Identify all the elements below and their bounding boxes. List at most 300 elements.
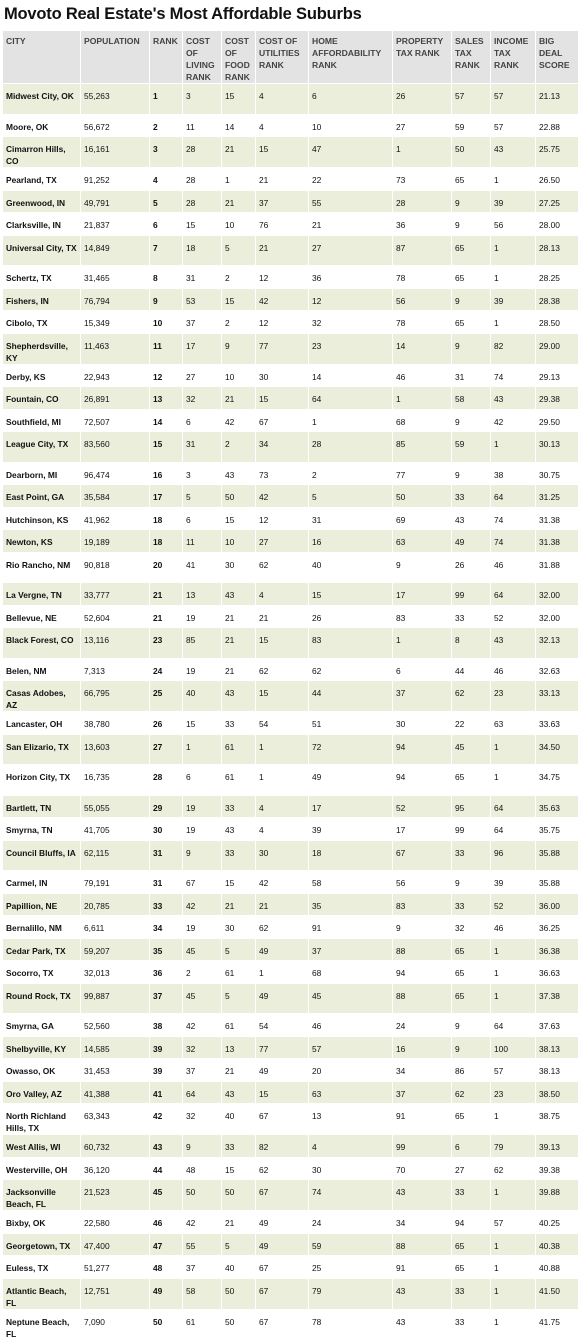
cell-text: 2 <box>153 121 158 132</box>
cell-text: 26 <box>396 91 406 101</box>
cell-text: 43 <box>396 1285 406 1296</box>
table-cell <box>536 605 579 628</box>
city-cell <box>3 658 81 681</box>
cell-text: 68 <box>312 968 322 978</box>
table-cell <box>393 432 452 463</box>
cell-text: 17 <box>312 802 322 813</box>
table-cell <box>81 333 150 364</box>
cell-text: 37 <box>259 197 269 208</box>
cell-text: 38,780 <box>84 719 110 729</box>
table-cell <box>81 137 150 168</box>
cell-text: 48 <box>153 1263 163 1273</box>
cell-text: 3 <box>186 91 191 101</box>
cell-text: 50 <box>225 1285 235 1296</box>
table-cell <box>256 893 309 916</box>
table-cell <box>309 114 393 137</box>
table-cell <box>256 916 309 939</box>
cell-text: 22 <box>312 175 322 185</box>
table-cell <box>536 1309 579 1340</box>
table-row <box>3 462 579 485</box>
table-cell <box>222 552 256 583</box>
cell-text: Derby, KS <box>6 371 46 382</box>
table-cell <box>81 765 150 796</box>
cell-text: Lancaster, OH <box>6 719 63 729</box>
table-cell <box>256 530 309 553</box>
cell-text: 59 <box>455 121 465 132</box>
cell-text: 43 <box>494 635 504 645</box>
table-cell <box>222 1014 256 1037</box>
table-row <box>3 1104 579 1135</box>
cell-text: 37 <box>153 990 163 1001</box>
table-cell <box>150 432 183 463</box>
table-cell <box>309 432 393 463</box>
city-cell <box>3 235 81 266</box>
table-cell <box>309 1157 393 1180</box>
table-cell <box>81 235 150 266</box>
table-cell <box>183 1104 222 1135</box>
table-cell <box>256 765 309 796</box>
table-cell <box>393 84 452 115</box>
cell-text: 66,795 <box>84 688 110 698</box>
table-cell <box>536 137 579 168</box>
cell-text: Fishers, IN <box>6 295 49 306</box>
table-cell <box>222 712 256 735</box>
table-cell <box>183 1211 222 1234</box>
table-cell <box>309 552 393 583</box>
table-cell <box>491 583 536 606</box>
table-cell <box>491 137 536 168</box>
cell-text: 95 <box>455 802 465 813</box>
table-cell <box>491 235 536 266</box>
cell-text: 7,313 <box>84 665 105 676</box>
table-cell <box>256 983 309 1014</box>
table-cell <box>81 1211 150 1234</box>
table-cell <box>393 190 452 213</box>
cell-text: 87 <box>396 242 406 253</box>
table-cell <box>183 235 222 266</box>
cell-text: 30 <box>259 371 269 382</box>
cell-text: 61 <box>186 1316 196 1327</box>
table-cell <box>256 387 309 410</box>
cell-text: 57 <box>312 1043 322 1054</box>
table-cell <box>81 507 150 530</box>
city-cell <box>3 961 81 984</box>
cell-text: 44 <box>312 688 322 698</box>
table-cell <box>183 916 222 939</box>
cell-text: 31 <box>153 878 163 888</box>
table-cell <box>150 266 183 289</box>
cell-text: 67 <box>186 878 196 888</box>
cell-text: 33 <box>153 900 163 911</box>
cell-text: 47,400 <box>84 1240 110 1251</box>
cell-text: 6 <box>396 665 401 676</box>
cell-text: 70 <box>396 1164 406 1175</box>
table-cell <box>256 507 309 530</box>
table-cell <box>222 840 256 871</box>
table-cell <box>256 1278 309 1309</box>
cell-text: 56 <box>494 220 504 230</box>
table-cell <box>393 333 452 364</box>
table-cell <box>309 1256 393 1279</box>
cell-text: 42 <box>225 416 235 427</box>
cell-text: 26.50 <box>539 175 560 185</box>
table-cell <box>491 1157 536 1180</box>
table-row <box>3 983 579 1014</box>
table-row <box>3 168 579 191</box>
table-cell <box>452 387 491 410</box>
cell-text: San Elizario, TX <box>6 741 69 752</box>
table-cell <box>309 311 393 334</box>
cell-text: 79 <box>312 1285 322 1296</box>
table-cell <box>491 530 536 553</box>
cell-text: 31 <box>312 514 322 525</box>
table-cell <box>150 1036 183 1059</box>
cell-text: 31 <box>186 439 196 449</box>
table-cell <box>222 681 256 712</box>
cell-text: 9 <box>396 923 401 933</box>
cell-text: 41.50 <box>539 1285 560 1296</box>
cell-text: 43 <box>455 514 465 525</box>
table-cell <box>150 137 183 168</box>
cell-text: East Point, GA <box>6 492 65 502</box>
table-cell <box>222 333 256 364</box>
cell-text: 7,090 <box>84 1316 105 1327</box>
cell-text: 21,523 <box>84 1187 110 1197</box>
cell-text: 9 <box>153 295 158 306</box>
table-row <box>3 333 579 364</box>
table-cell <box>452 1081 491 1104</box>
cell-text: 33 <box>455 1285 465 1296</box>
table-cell <box>222 266 256 289</box>
cell-text: 2 <box>225 273 230 283</box>
cell-text: 35.88 <box>539 847 560 858</box>
cell-text: 32.00 <box>539 590 560 600</box>
table-cell <box>81 530 150 553</box>
table-cell <box>150 409 183 432</box>
cell-text: 91 <box>396 1263 406 1273</box>
table-cell <box>309 818 393 841</box>
cell-text: 22.88 <box>539 121 560 132</box>
cell-text: Westerville, OH <box>6 1164 68 1175</box>
table-cell <box>183 552 222 583</box>
table-cell <box>81 1135 150 1158</box>
cell-text: 40.38 <box>539 1240 560 1251</box>
table-cell <box>222 387 256 410</box>
cell-text: 65 <box>455 273 465 283</box>
cell-text: 37 <box>312 945 322 956</box>
table-cell <box>150 1059 183 1082</box>
cell-text: 43 <box>225 688 235 698</box>
table-cell <box>222 658 256 681</box>
table-cell <box>183 1014 222 1037</box>
table-cell <box>393 628 452 659</box>
table-cell <box>183 765 222 796</box>
cell-text: 55 <box>186 1240 196 1251</box>
cell-text: 42 <box>186 900 196 911</box>
cell-text: 21 <box>225 1066 235 1076</box>
cell-text: 28 <box>396 197 406 208</box>
table-cell <box>150 658 183 681</box>
cell-text: 1 <box>312 416 317 427</box>
table-cell <box>81 462 150 485</box>
cell-text: 4 <box>259 590 264 600</box>
cell-text: 43 <box>494 394 504 404</box>
table-cell <box>81 840 150 871</box>
table-cell <box>536 658 579 681</box>
cell-text: 33 <box>225 719 235 729</box>
table-cell <box>183 605 222 628</box>
cell-text: 32.13 <box>539 635 560 645</box>
table-cell <box>452 409 491 432</box>
table-cell <box>309 1104 393 1135</box>
cell-text: 18 <box>186 242 196 253</box>
table-cell <box>150 507 183 530</box>
cell-text: 12 <box>259 514 269 525</box>
table-cell <box>393 266 452 289</box>
table-cell <box>452 1309 491 1340</box>
cell-text: 100 <box>494 1043 508 1054</box>
cell-text: 49 <box>153 1285 163 1296</box>
cell-text: 27.25 <box>539 197 560 208</box>
cell-text: 82 <box>494 340 504 351</box>
table-cell <box>256 409 309 432</box>
cell-text: 3 <box>186 469 191 480</box>
cell-text: 31 <box>153 847 163 858</box>
table-cell <box>309 137 393 168</box>
cell-text: 27 <box>312 242 322 253</box>
cell-text: 58 <box>455 394 465 404</box>
cell-text: 40 <box>225 1111 235 1121</box>
table-row <box>3 712 579 735</box>
table-cell <box>81 1014 150 1037</box>
table-cell <box>393 485 452 508</box>
cell-text: 34.75 <box>539 772 560 782</box>
table-cell <box>256 1135 309 1158</box>
cell-text: 23 <box>312 340 322 351</box>
cell-text: 12 <box>259 318 269 328</box>
table-cell <box>256 432 309 463</box>
table-cell <box>491 462 536 485</box>
cell-text: 29.00 <box>539 340 560 351</box>
cell-text: 15 <box>186 220 196 230</box>
cell-text: 73 <box>259 469 269 480</box>
table-cell <box>222 1278 256 1309</box>
cell-text: 14 <box>396 340 406 351</box>
column-header: HOME AFFORDABILITY RANK <box>309 31 393 84</box>
cell-text: 1 <box>396 635 401 645</box>
cell-text: 14,585 <box>84 1043 110 1054</box>
cell-text: 13 <box>186 590 196 600</box>
cell-text: 13 <box>153 394 163 404</box>
city-cell <box>3 628 81 659</box>
cell-text: 77 <box>259 340 269 351</box>
cell-text: Fountain, CO <box>6 394 59 404</box>
cell-text: 51,277 <box>84 1263 110 1273</box>
table-cell <box>256 1104 309 1135</box>
table-cell <box>222 938 256 961</box>
table-cell <box>491 168 536 191</box>
cell-text: Shepherdsville, KY <box>6 340 68 363</box>
table-cell <box>256 712 309 735</box>
city-cell <box>3 409 81 432</box>
table-cell <box>452 840 491 871</box>
city-cell <box>3 1081 81 1104</box>
cell-text: 32 <box>312 318 322 328</box>
cell-text: 37 <box>396 1088 406 1099</box>
table-cell <box>256 213 309 236</box>
cell-text: 40.88 <box>539 1263 560 1273</box>
table-cell <box>452 681 491 712</box>
cell-text: Bartlett, TN <box>6 802 52 813</box>
cell-text: 31,453 <box>84 1066 110 1076</box>
cell-text: 36 <box>153 968 163 978</box>
table-cell <box>393 1211 452 1234</box>
table-cell <box>183 84 222 115</box>
table-cell <box>222 364 256 387</box>
cell-text: 5 <box>225 1240 230 1251</box>
table-row <box>3 387 579 410</box>
cell-text: 1 <box>494 990 499 1001</box>
cell-text: 65 <box>455 318 465 328</box>
column-header: CITY <box>3 31 81 84</box>
cell-text: 17 <box>396 825 406 835</box>
cell-text: 30.75 <box>539 469 560 480</box>
cell-text: 76,794 <box>84 295 110 306</box>
table-cell <box>256 190 309 213</box>
table-cell <box>81 961 150 984</box>
city-cell <box>3 387 81 410</box>
column-header: INCOME TAX RANK <box>491 31 536 84</box>
city-cell <box>3 712 81 735</box>
cell-text: League City, TX <box>6 439 69 449</box>
city-cell <box>3 840 81 871</box>
table-cell <box>452 1157 491 1180</box>
cell-text: 39 <box>494 878 504 888</box>
city-cell <box>3 213 81 236</box>
table-cell <box>256 1014 309 1037</box>
cell-text: 9 <box>455 220 460 230</box>
cell-text: 91 <box>312 923 322 933</box>
cell-text: Southfield, MI <box>6 416 61 427</box>
table-cell <box>183 485 222 508</box>
cell-text: 4 <box>259 121 264 132</box>
table-cell <box>309 333 393 364</box>
table-cell <box>452 364 491 387</box>
cell-text: 7 <box>153 242 158 253</box>
cell-text: 67 <box>259 1263 269 1273</box>
table-cell <box>393 1180 452 1211</box>
table-cell <box>491 916 536 939</box>
cell-text: 15 <box>225 295 235 306</box>
cell-text: 36.25 <box>539 923 560 933</box>
table-cell <box>491 409 536 432</box>
cell-text: 32 <box>186 394 196 404</box>
table-cell <box>81 583 150 606</box>
cell-text: 1 <box>494 1111 499 1121</box>
table-cell <box>81 114 150 137</box>
table-cell <box>81 1233 150 1256</box>
cell-text: 59 <box>455 439 465 449</box>
cell-text: 42 <box>259 878 269 888</box>
table-cell <box>536 1014 579 1037</box>
table-cell <box>150 485 183 508</box>
cell-text: 42 <box>186 1218 196 1228</box>
table-cell <box>393 311 452 334</box>
cell-text: 27 <box>455 1164 465 1175</box>
table-cell <box>536 462 579 485</box>
table-cell <box>150 712 183 735</box>
city-cell <box>3 552 81 583</box>
cell-text: 49 <box>455 537 465 547</box>
cell-text: 40 <box>312 559 322 570</box>
table-cell <box>452 734 491 765</box>
city-cell <box>3 333 81 364</box>
cell-text: 15 <box>225 1164 235 1175</box>
column-header: COST OF UTILITIES RANK <box>256 31 309 84</box>
cell-text: 26,891 <box>84 394 110 404</box>
cell-text: 54 <box>259 719 269 729</box>
cell-text: 45 <box>153 1187 163 1197</box>
cell-text: 21 <box>225 197 235 208</box>
cell-text: 42 <box>186 1021 196 1031</box>
cell-text: 74 <box>312 1187 322 1197</box>
table-cell <box>256 552 309 583</box>
cell-text: 38 <box>494 469 504 480</box>
cell-text: 46 <box>494 559 504 570</box>
cell-text: 13,603 <box>84 741 110 752</box>
cell-text: 85 <box>396 439 406 449</box>
cell-text: 11 <box>186 121 195 132</box>
table-cell <box>452 507 491 530</box>
table-cell <box>309 658 393 681</box>
table-cell <box>491 961 536 984</box>
cell-text: 21 <box>225 394 235 404</box>
table-cell <box>452 1233 491 1256</box>
table-cell <box>222 1104 256 1135</box>
cell-text: 20 <box>312 1066 322 1076</box>
table-cell <box>393 1059 452 1082</box>
cell-text: 65 <box>455 772 465 782</box>
cell-text: 1 <box>186 741 191 752</box>
table-cell <box>309 893 393 916</box>
table-cell <box>222 961 256 984</box>
table-cell <box>452 1278 491 1309</box>
cell-text: 62 <box>455 688 465 698</box>
cell-text: 25 <box>312 1263 322 1273</box>
cell-text: 67 <box>259 1111 269 1121</box>
cell-text: 42 <box>153 1111 163 1121</box>
table-cell <box>309 871 393 894</box>
city-cell <box>3 1211 81 1234</box>
cell-text: 59,207 <box>84 945 110 956</box>
table-cell <box>309 213 393 236</box>
city-cell <box>3 1278 81 1309</box>
cell-text: 9 <box>186 847 191 858</box>
table-cell <box>491 938 536 961</box>
table-row <box>3 84 579 115</box>
table-cell <box>536 409 579 432</box>
city-cell <box>3 871 81 894</box>
table-cell <box>491 1211 536 1234</box>
cell-text: 10 <box>312 121 322 132</box>
table-cell <box>256 1233 309 1256</box>
table-cell <box>491 734 536 765</box>
table-cell <box>222 1180 256 1211</box>
cell-text: 1 <box>494 242 499 253</box>
cell-text: Hutchinson, KS <box>6 514 69 525</box>
table-cell <box>309 765 393 796</box>
table-cell <box>256 1081 309 1104</box>
